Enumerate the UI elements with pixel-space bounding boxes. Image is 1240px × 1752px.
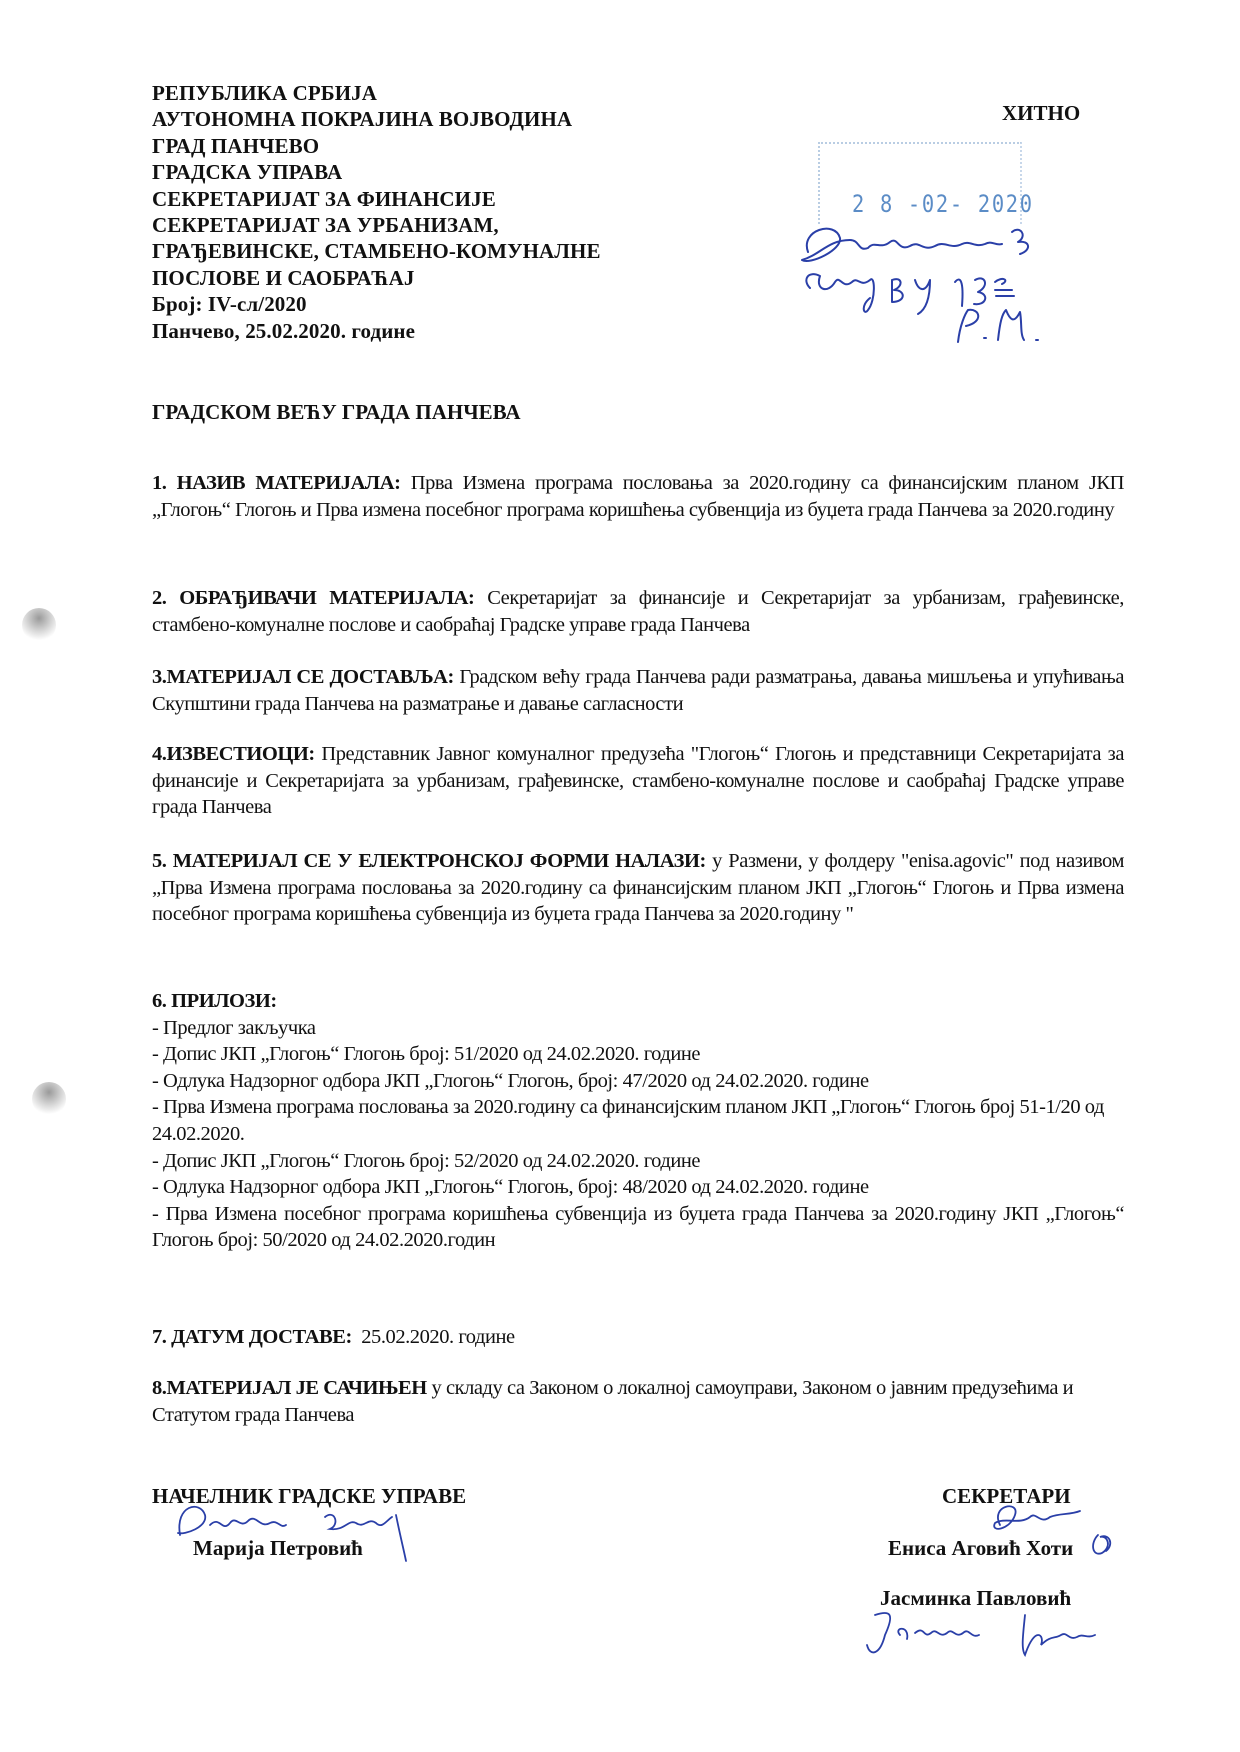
punch-hole-top: [22, 608, 56, 642]
section-text: Секретаријат за финансије и Секретаријат за урбанизам, грађевинске, стамбено-комуналне послове и саобраћај Градске управе града Панчева: [152, 587, 1124, 636]
signatory-left-title: НАЧЕЛНИК ГРАДСКЕ УПРАВЕ: [152, 1484, 467, 1508]
section-label: 4.ИЗВЕСТИОЦИ:: [152, 743, 315, 765]
signature-left: [160, 1495, 450, 1565]
signatory-right-name: Ениса Аговић Хоти: [888, 1536, 1074, 1560]
signature-stroke: [994, 1506, 1080, 1529]
delivery-date-label: 7. ДАТУМ ДОСТАВЕ:: [152, 1326, 352, 1348]
handwriting-stroke: [955, 278, 1014, 306]
signatory-right-title: СЕКРЕТАРИ: [942, 1484, 1071, 1508]
section-text: Прва Измена програма пословања за 2020.годину са финансијским планом ЈКП „Глогоњ“ Глогоњ и Прва измена посебног програма коришћења субвенција из буџета града Панчева за 2020.годину: [152, 472, 1124, 521]
section-label: 2. ОБРАЂИВАЧИ МАТЕРИЈАЛА:: [152, 587, 475, 609]
signature-stroke: [867, 1613, 979, 1653]
signature-stroke: [178, 1507, 286, 1535]
signatory-left-name: Марија Петровић: [193, 1536, 363, 1560]
section-delivered-to: [152, 664, 1124, 717]
compliance-label: 8.МАТЕРИЈАЛ ЈЕ САЧИЊЕН: [152, 1377, 427, 1399]
delivery-date-section: [152, 1324, 1124, 1351]
section-authors: [152, 585, 1124, 638]
signature-stroke: [1023, 1615, 1095, 1655]
section-text: у Размени, у фолдеру "enisa.agovic" под називом „Прва Измена програма пословања за 2020.годину са финансијским планом ЈКП „Глогоњ“ Глогоњ и Прва измена посебног програма коришћења субвенција из буџета града Панчева за 2020.годину ": [152, 850, 1124, 926]
recipient: ГРАДСКОМ ВЕЋУ ГРАДА ПАНЧЕВА: [152, 400, 521, 424]
letterhead: [152, 80, 601, 344]
delivery-date-value: 25.02.2020. године: [361, 1326, 515, 1348]
signature-stroke: [1093, 1535, 1110, 1554]
handwriting-stroke: [1012, 230, 1028, 254]
attachments-section: [152, 988, 1124, 1254]
attachment-item: - Допис ЈКП „Глогоњ“ Глогоњ број: 51/2020 од 24.02.2020. године: [152, 1043, 701, 1066]
letterhead-line: СЕКРЕТАРИЈАТ ЗА ФИНАНСИЈЕ: [152, 186, 496, 211]
attachment-item: - Одлука Надзорног одбора ЈКП „Глогоњ“ Глогоњ, број: 47/2020 од 24.02.2020. године: [152, 1069, 869, 1092]
handwritten-note: [780, 210, 1080, 350]
section-label: 1. НАЗИВ МАТЕРИЈАЛА:: [152, 472, 401, 494]
handwriting-stroke: [806, 274, 930, 314]
section-text: Градском већу града Панчева ради разматрања, давања мишљења и упућивања Скупштини града Панчева на разматрање и давање сагласности: [152, 666, 1124, 715]
document-number: Број: IV-сл/2020: [152, 292, 307, 317]
attachment-item: - Прва Измена посебног програма коришћења субвенција из буџета града Панчева за 2020.годину ЈКП „Глогоњ“ Глогоњ број: 50/2020 од 24.02.2020.годин: [152, 1202, 1124, 1252]
urgent-label: ХИТНО: [1002, 101, 1081, 125]
signature-right-1: [980, 1495, 1120, 1565]
attachment-item: - Предлог закључка: [152, 1016, 316, 1039]
letterhead-line: СЕКРЕТАРИЈАТ ЗА УРБАНИЗАМ,: [152, 213, 499, 238]
attachments-label: 6. ПРИЛОЗИ:: [152, 990, 277, 1012]
stamp-date: 2 8 -02- 2020: [852, 190, 1034, 218]
letterhead-line: РЕПУБЛИКА СРБИЈА: [152, 81, 378, 105]
section-rapporteurs: [152, 741, 1124, 821]
letterhead-line: ГРАЂЕВИНСКЕ, СТАМБЕНО-КОМУНАЛНЕ: [152, 239, 601, 264]
signature-right-2: [855, 1605, 1115, 1665]
compliance-text: у складу са Законом о локалној самоуправи, Законом о јавним предузећима и Статутом града Панчева: [152, 1377, 1074, 1426]
letterhead-line: ГРАДСКА УПРАВА: [152, 160, 343, 185]
signature-stroke: [325, 1515, 406, 1561]
section-label: 3.МАТЕРИЈАЛ СЕ ДОСТАВЉА:: [152, 666, 454, 688]
section-electronic-location: [152, 848, 1124, 928]
attachment-item: - Прва Измена програма пословања за 2020.годину са финансијским планом ЈКП „Глогоњ“ Глогоњ број 51-1/20 од 24.02.2020.: [152, 1096, 1104, 1145]
attachment-item: - Одлука Надзорног одбора ЈКП „Глогоњ“ Глогоњ, број: 48/2020 од 24.02.2020. године: [152, 1176, 869, 1199]
attachment-item: - Допис ЈКП „Глогоњ“ Глогоњ број: 52/2020 од 24.02.2020. године: [152, 1149, 701, 1172]
handwriting-stroke: [958, 310, 1038, 342]
letterhead-line: ПОСЛОВЕ И САОБРАЋАЈ: [152, 265, 415, 290]
letterhead-line: ГРАД ПАНЧЕВО: [152, 133, 320, 158]
signatory-right-name: Јасминка Павловић: [880, 1586, 1072, 1610]
section-label: 5. МАТЕРИЈАЛ СЕ У ЕЛЕКТРОНСКОЈ ФОРМИ НАЛАЗИ:: [152, 850, 706, 872]
handwriting-stroke: [802, 229, 1002, 261]
section-title-of-material: [152, 470, 1124, 523]
compliance-section: [152, 1375, 1124, 1428]
document-date: Панчево, 25.02.2020. године: [152, 318, 416, 343]
letterhead-line: АУТОНОМНА ПОКРАЈИНА ВОЈВОДИНА: [152, 107, 573, 132]
section-text: Представник Јавног комуналног предузећа "Глогоњ“ Глогоњ и представници Секретаријата за финансије и Секретаријата за урбанизам, грађевинске, стамбено-комуналне послове и саобраћај Градске управе града Панчева: [152, 743, 1124, 819]
punch-hole-bottom: [32, 1082, 66, 1116]
